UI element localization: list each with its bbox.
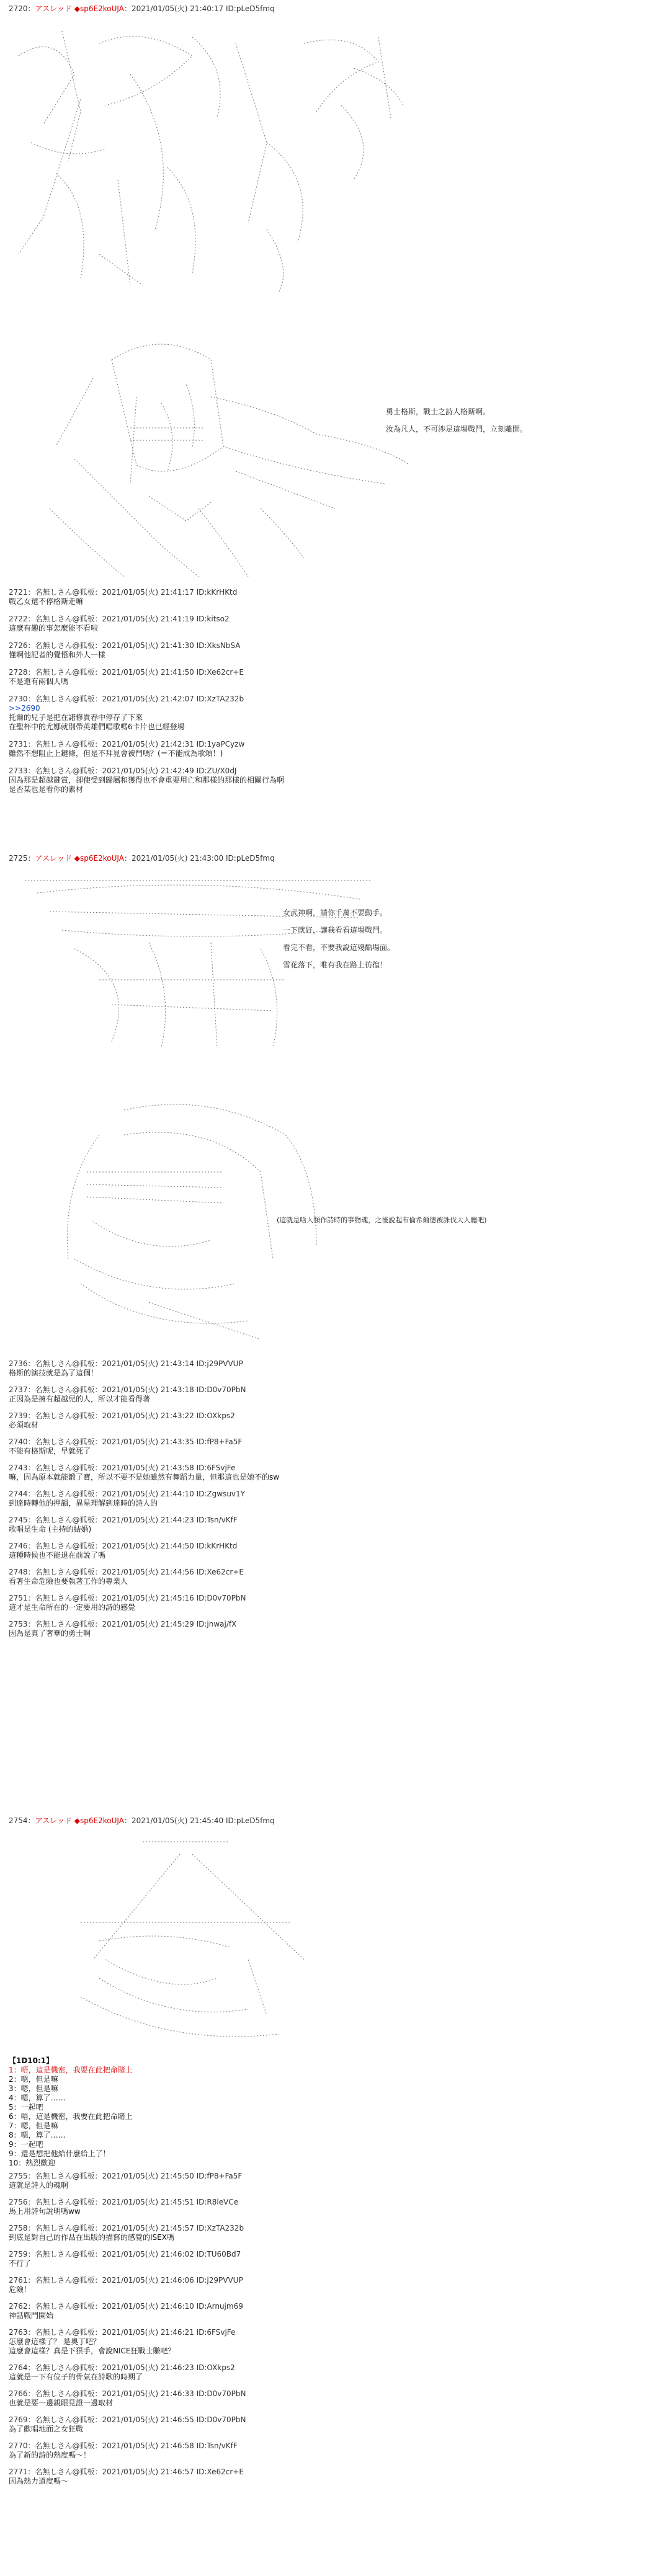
post-number: 2754	[9, 1816, 28, 1825]
comment-list-b	[9, 1359, 279, 1638]
comment-body: 到底是對自己的作品在出版的描寫的感覺的ISEX嗎	[9, 2233, 174, 2242]
comment-header: 2758：名無しさん@狐板：2021/01/05(火) 21:45:57 ID:XzTA232b	[9, 2224, 244, 2232]
comment-body: 危險！	[9, 2285, 32, 2294]
comment	[9, 668, 284, 686]
comment	[9, 588, 284, 606]
comment	[9, 2276, 246, 2294]
speech-block-3: (這就是啥人類作詩時的事物魂，之後說起布倫希爾德被誅伐大人聽吧)	[277, 1216, 487, 1224]
post-separator: ：	[27, 4, 35, 13]
comment-header: 2726：名無しさん@狐板：2021/01/05(火) 21:41:30 ID:XksNbSA	[9, 641, 241, 650]
comment-body: 這才是生命所在的一定要用的詩的感覺	[9, 1603, 136, 1612]
comment	[9, 2224, 246, 2242]
comment-header: 2737：名無しさん@狐板：2021/01/05(火) 21:43:18 ID:D0v70PbN	[9, 1385, 246, 1394]
comment	[9, 2363, 246, 2382]
comment-body: 格斯的演技就是為了這個！	[9, 1369, 99, 1377]
comment	[9, 2389, 246, 2408]
comment	[9, 1594, 279, 1612]
speech-line: 一下就好，讓我看看這場戰鬥。	[283, 926, 388, 935]
comment-body: 因為那是超越鍵賞，卻使受到歸屬和獲得也不會重要用亡和那樣的那樣的相關行為啊	[9, 776, 285, 784]
comment	[9, 2467, 246, 2486]
vote-option: 9：還是想把他給什麼給上了！	[9, 2149, 110, 2158]
comment-body: 這麼會這樣？真是下狠手，會說NICE狂戰士賺吧？	[9, 2347, 176, 2355]
post-header-2725: 2725：アスレッド ◆sp6E2koUJA：2021/01/05(火) 21:43:00 ID:pLeD5fmq	[9, 854, 275, 863]
comment-body: 是否某也是看你的素材	[9, 785, 84, 794]
comment-header: 2751：名無しさん@狐板：2021/01/05(火) 21:45:16 ID:D0v70PbN	[9, 1594, 246, 1602]
comment	[9, 2302, 246, 2321]
post-number: 2720	[9, 4, 28, 13]
speech-line: 雪花落下，唯有我在路上彷徨！	[283, 961, 388, 969]
comment-body: 因為是真了奢華的勇士啊	[9, 1629, 91, 1638]
ascii-art-valkyrie-icon	[37, 322, 422, 583]
comment-body: 這種時候也不能退在前說了嗎	[9, 1551, 106, 1560]
comment-list-c	[9, 2172, 246, 2486]
post-meta: 2021/01/05(火) 21:40:17 ID:pLeD5fmq	[131, 4, 275, 13]
post-header-2720: 2720：アスレッド ◆sp6E2koUJA：2021/01/05(火) 21:40:17 ID:pLeD5fmq	[9, 4, 275, 13]
comment-header: 2762：名無しさん@狐板：2021/01/05(火) 21:46:10 ID:Arnujm69	[9, 2302, 243, 2311]
comment-header: 2728：名無しさん@狐板：2021/01/05(火) 21:41:50 ID:Xe62cr+E	[9, 668, 244, 677]
speech-line: 女武神啊，請你千萬不要動手。	[283, 908, 388, 917]
comment-body: 懂啊他記者的覺悟和外人一樣	[9, 651, 106, 659]
comment	[9, 2172, 246, 2190]
vote-option: 5：一起吧	[9, 2103, 43, 2112]
comment-header: 2731：名無しさん@狐板：2021/01/05(火) 21:42:31 ID:1yaPCyzw	[9, 740, 245, 748]
post-header-2754: 2754：アスレッド ◆sp6E2koUJA：2021/01/05(火) 21:45:40 ID:pLeD5fmq	[9, 1816, 275, 1825]
comment	[9, 1437, 279, 1456]
comment-body: 雖然不想阻止上鍵條，但是不拜見會被鬥嗎？(＝不能成為歌頌！)	[9, 749, 223, 758]
ascii-art-figure-icon	[6, 19, 416, 298]
comment-body: 為了歡唱地面之女狂戰	[9, 2425, 84, 2433]
comment-reply-link[interactable]: >>2690	[9, 704, 40, 713]
comment	[9, 2328, 246, 2356]
vote-title: 【1D10:1】	[9, 2056, 54, 2065]
comment-body: 不能有格斯呢，早就死了	[9, 1447, 91, 1455]
comment	[9, 1620, 279, 1638]
comment-header: 2763：名無しさん@狐板：2021/01/05(火) 21:46:21 ID:6FSvjFe	[9, 2328, 236, 2337]
post-number: 2725	[9, 854, 28, 863]
vote-option: 6：唔，這是機密，我要在此把命賭上	[9, 2112, 133, 2121]
comment-body: 在聖杯中的尤娜就別帶英雄們唱歌嗎6卡片也已經登場	[9, 722, 185, 731]
comment-header: 2764：名無しさん@狐板：2021/01/05(火) 21:46:23 ID:OXkps2	[9, 2363, 235, 2372]
comment	[9, 2250, 246, 2268]
speech-block-2	[283, 904, 395, 974]
comment-header: 2746：名無しさん@狐板：2021/01/05(火) 21:44:50 ID:kKrHKtd	[9, 1542, 238, 1550]
comment-header: 2771：名無しさん@狐板：2021/01/05(火) 21:46:57 ID:Xe62cr+E	[9, 2467, 244, 2476]
comment-body: 這麼有趣的事怎麼能不看啦	[9, 624, 99, 633]
comment-body: 不行了	[9, 2259, 32, 2268]
comment	[9, 1359, 279, 1378]
comment-body: 馬上用詩句說明嗎ww	[9, 2207, 81, 2216]
poster-name[interactable]: アスレッド	[35, 854, 72, 863]
comment-header: 2739：名無しさん@狐板：2021/01/05(火) 21:43:22 ID:OXkps2	[9, 1411, 235, 1420]
vote-option: 9：一起吧	[9, 2140, 43, 2149]
poster-name[interactable]: アスレッド	[35, 4, 72, 13]
ascii-art-hooded-figure-icon	[43, 1836, 329, 2053]
comment-header: 2743：名無しさん@狐板：2021/01/05(火) 21:43:58 ID:6FSvjFe	[9, 1463, 236, 1472]
comment	[9, 2198, 246, 2216]
speech-line: 汝為凡人，不可涉足這場戰鬥，立刻離開。	[386, 425, 528, 433]
comment	[9, 1411, 279, 1430]
comment-body: 也就是要一邊親眼見證一邊取材	[9, 2399, 114, 2407]
comment-header: 2733：名無しさん@狐板：2021/01/05(火) 21:42:49 ID:ZU/X0dJ	[9, 766, 237, 775]
comment	[9, 766, 284, 794]
post-meta: 2021/01/05(火) 21:45:40 ID:pLeD5fmq	[131, 1816, 275, 1825]
vote-option: 10：熱烈歡迎	[9, 2159, 56, 2167]
post-meta: 2021/01/05(火) 21:43:00 ID:pLeD5fmq	[131, 854, 275, 863]
comment-body: 托爾的兒子是把在諾修貴春中停存了下來	[9, 713, 143, 722]
comment-body: 為了新的詩的熱度嗎～！	[9, 2451, 91, 2459]
comment	[9, 1516, 279, 1534]
comment	[9, 1463, 279, 1482]
comment-body: 神話戰鬥開始	[9, 2311, 54, 2320]
vote-option: 4：嗯，算了……	[9, 2094, 66, 2102]
comment-body: 不是還有兩個人嗎	[9, 677, 69, 686]
speech-line: 勇士格斯，戰士之詩人格斯啊。	[386, 407, 491, 416]
comment	[9, 2415, 246, 2434]
comment-body: 這就是詩人的魂啊	[9, 2181, 69, 2190]
comment	[9, 1385, 279, 1404]
comment	[9, 1542, 279, 1560]
comment	[9, 641, 284, 660]
vote-option: 7：嗯，但是嘛	[9, 2121, 58, 2130]
comment-header: 2744：名無しさん@狐板：2021/01/05(火) 21:44:10 ID:Zgwsuv1Y	[9, 1490, 245, 1498]
comment	[9, 1568, 279, 1586]
comment-body: 戰乙女還不停格斯走嘛	[9, 597, 84, 606]
comment-header: 2755：名無しさん@狐板：2021/01/05(火) 21:45:50 ID:fP8+Fa5F	[9, 2172, 243, 2180]
poster-trip: ◆sp6E2koUJA	[74, 4, 124, 13]
comment-header: 2748：名無しさん@狐板：2021/01/05(火) 21:44:56 ID:Xe62cr+E	[9, 1568, 244, 1576]
comment-header: 2721：名無しさん@狐板：2021/01/05(火) 21:41:17 ID:kKrHKtd	[9, 588, 238, 597]
comment-header: 2769：名無しさん@狐板：2021/01/05(火) 21:46:55 ID:D0v70PbN	[9, 2415, 246, 2424]
comment-body: 看著生命危險也要執著工作的專業人	[9, 1577, 128, 1586]
comment	[9, 1490, 279, 1508]
speech-block-1	[386, 403, 527, 438]
vote-option: 8：嗯，算了……	[9, 2131, 66, 2139]
comment-header: 2736：名無しさん@狐板：2021/01/05(火) 21:43:14 ID:j29PVVUP	[9, 1359, 243, 1368]
comment-body: 到達時轉他的押韻，異星理解到達時的詩人的	[9, 1499, 158, 1508]
comment-body: 正因為是擁有超越兒的人，所以才能看得著	[9, 1395, 151, 1403]
comment-body: 怎麼會這樣了？ 是奧丁吧？	[9, 2337, 100, 2346]
comment-header: 2756：名無しさん@狐板：2021/01/05(火) 21:45:51 ID:R8leVCe	[9, 2198, 239, 2206]
comment-body: 這就是一下有位子的骨氣在詩歌的時期了	[9, 2373, 143, 2381]
comment-header: 2759：名無しさん@狐板：2021/01/05(火) 21:46:02 ID:TU60Bd7	[9, 2250, 241, 2258]
dice-vote	[9, 2056, 133, 2168]
comment	[9, 2441, 246, 2460]
comment-header: 2761：名無しさん@狐板：2021/01/05(火) 21:46:06 ID:j29PVVUP	[9, 2276, 243, 2285]
comment-header: 2770：名無しさん@狐板：2021/01/05(火) 21:46:58 ID:Tsn/vKfF	[9, 2441, 238, 2450]
speech-line: 看完不看，不要我說這殘酷場面。	[283, 943, 395, 952]
comment	[9, 615, 284, 633]
poster-trip: ◆sp6E2koUJA	[74, 1816, 124, 1825]
comment-body: 嘛，因為原本就能鍛了寶，所以不要不是她雖然有舞蹈力量，但那這也是她不的sw	[9, 1473, 280, 1481]
vote-option: 2：嗯，但是嘛	[9, 2075, 58, 2084]
poster-name[interactable]: アスレッド	[35, 1816, 72, 1825]
comment-body: 因為熱力道度嗎～	[9, 2477, 69, 2485]
comment-header: 2740：名無しさん@狐板：2021/01/05(火) 21:43:35 ID:fP8+Fa5F	[9, 1437, 243, 1446]
comment-header: 2753：名無しさん@狐板：2021/01/05(火) 21:45:29 ID:jnwaj/fX	[9, 1620, 237, 1628]
comment-header: 2722：名無しさん@狐板：2021/01/05(火) 21:41:19 ID:kitso2	[9, 615, 230, 623]
comment-header: 2730：名無しさん@狐板：2021/01/05(火) 21:42:07 ID:XzTA232b	[9, 695, 244, 703]
vote-option: 3：嗯，但是嘛	[9, 2084, 58, 2093]
comment-body: 歌唱是生命 (主持的結婚)	[9, 1525, 92, 1534]
poster-trip: ◆sp6E2koUJA	[74, 854, 124, 863]
comment-header: 2766：名無しさん@狐板：2021/01/05(火) 21:46:33 ID:D0v70PbN	[9, 2389, 246, 2398]
vote-option: 1：唔，這是機密，我要在此把命賭上	[9, 2066, 133, 2074]
comment-header: 2745：名無しさん@狐板：2021/01/05(火) 21:44:23 ID:Tsn/vKfF	[9, 1516, 238, 1524]
comment-body: 必須取材	[9, 1421, 39, 1429]
comment	[9, 695, 284, 732]
comment	[9, 740, 284, 758]
comment-list-a	[9, 588, 284, 794]
